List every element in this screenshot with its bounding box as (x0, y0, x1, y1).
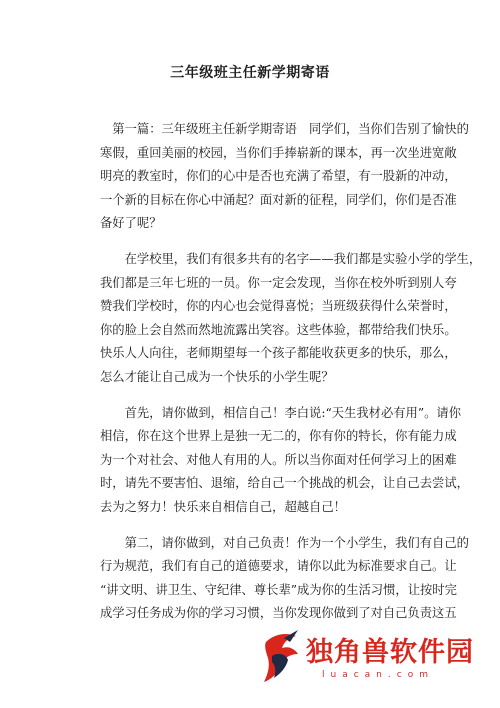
text-line: 怎么才能让自己成为一个快乐的小学生呢？ (100, 369, 334, 384)
paragraph (100, 402, 469, 520)
text-line: 赞我们学校时，你的内心也会觉得喜悦；当班级获得什么荣誉时， (100, 299, 457, 314)
paragraph (100, 118, 469, 236)
paragraph-gap (100, 520, 400, 532)
document-title: 三年级班主任新学期寄语 (170, 65, 330, 81)
text-line: 第二，请你做到，对自己负责！作为一个小学生，我们有自己的 (100, 535, 469, 550)
text-line: “讲文明、讲卫生、守纪律、尊长辈”成为你的生活习惯，让按时完 (100, 582, 457, 597)
text-line: 在学校里，我们有很多共有的名字——我们都是实验小学的学生， (100, 251, 482, 266)
text-line: 寒假，重回美丽的校园，当你们手捧崭新的课本，再一次坐进宽敞 (100, 145, 457, 160)
paragraph (100, 248, 482, 390)
watermark-brand: 独角兽软件园 (306, 637, 474, 668)
document-body (100, 118, 482, 626)
text-line: 备好了呢？ (100, 216, 162, 231)
text-line: 一个新的目标在你心中涌起？面对新的征程，同学们，你们是否准 (100, 192, 457, 207)
paragraph (100, 532, 469, 626)
text-line: 快乐人人向往，老师期望每一个孩子都能收获更多的快乐，那么， (100, 346, 457, 361)
watermark (258, 626, 494, 698)
text-line: 明亮的教室时，你们的心中是否也充满了希望，有一股新的冲动， (100, 169, 457, 184)
text-line: 第一篇：三年级班主任新学期寄语 同学们，当你们告别了愉快的 (100, 122, 469, 136)
text-line: 相信，你在这个世界上是独一无二的，你有你的特长，你有能力成 (100, 429, 457, 444)
text-line: 首先，请你做到，相信自己！李白说:“天生我材必有用”。请你 (100, 405, 462, 420)
text-line: 去为之努力！快乐来自相信自己，超越自己！ (100, 499, 346, 514)
paragraph-gap (100, 236, 400, 248)
text-line: 为一个对社会、对他人有用的人。所以当你面对任何学习上的困难 (100, 452, 457, 467)
paragraph-gap (100, 390, 400, 402)
unicorn-logo-icon (258, 628, 304, 688)
text-line: 我们都是三年七班的一员。你一定会发现，当你在校外听到别人夸 (100, 275, 457, 290)
text-line: 行为规范，我们有自己的道德要求，请你以此为标准要求自己。让 (100, 559, 457, 574)
watermark-domain: luacan.com (322, 670, 434, 680)
text-line: 时，请先不要害怕、退缩，给自己一个挑战的机会，让自己去尝试， (100, 476, 469, 491)
text-line: 成学习任务成为你的学习习惯，当你发现你做到了对自己负责这五 (100, 606, 457, 621)
text-line: 你的脸上会自然而然地流露出笑容。这些体验，都带给我们快乐。 (100, 322, 457, 337)
